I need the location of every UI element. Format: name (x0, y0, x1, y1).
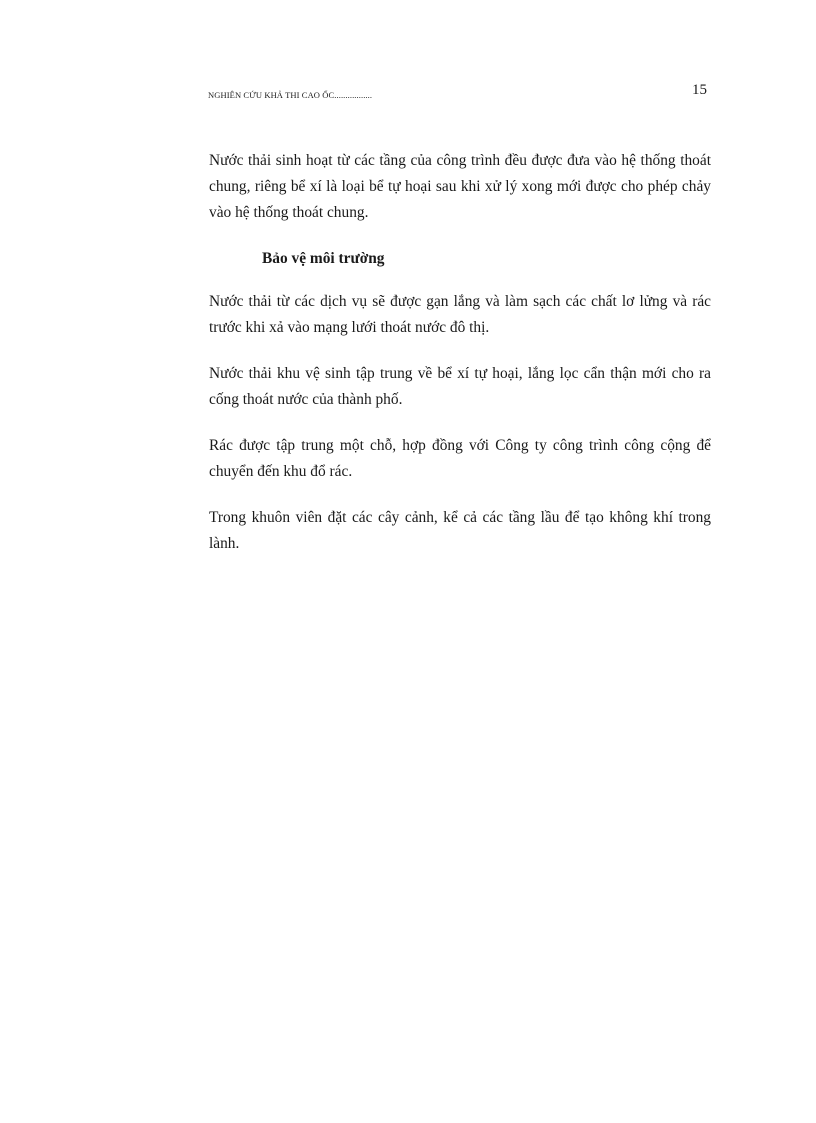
page-number: 15 (692, 82, 707, 98)
paragraph-landscaping: Trong khuôn viên đặt các cây cảnh, kể cả các tầng lầu để tạo không khí trong lành. (209, 509, 711, 552)
paragraph-garbage-collection: Rác được tập trung một chỗ, hợp đồng với Công ty công trình công cộng để chuyển đến khu đổ rác. (209, 437, 711, 480)
paragraph-wastewater-drainage: Nước thải sinh hoạt từ các tầng của công trình đều được đưa vào hệ thống thoát chung, riêng bể xí là loại bể tự hoại sau khi xử lý xong mới được cho phép chảy vào hệ thống thoát chung. (209, 152, 711, 221)
running-header: NGHIÊN CỨU KHẢ THI CAO ỐC................. (208, 90, 373, 100)
paragraph-service-wastewater: Nước thải từ các dịch vụ sẽ được gạn lắng và làm sạch các chất lơ lửng và rác trước khi xả vào mạng lưới thoát nước đô thị. (209, 293, 711, 336)
section-heading-environment-protection: Bảo vệ môi trường (262, 250, 385, 267)
paragraph-sanitation-wastewater: Nước thải khu vệ sinh tập trung về bể xí tự hoại, lắng lọc cẩn thận mới cho ra cống thoát nước của thành phố. (209, 365, 711, 408)
page-body (209, 148, 711, 577)
